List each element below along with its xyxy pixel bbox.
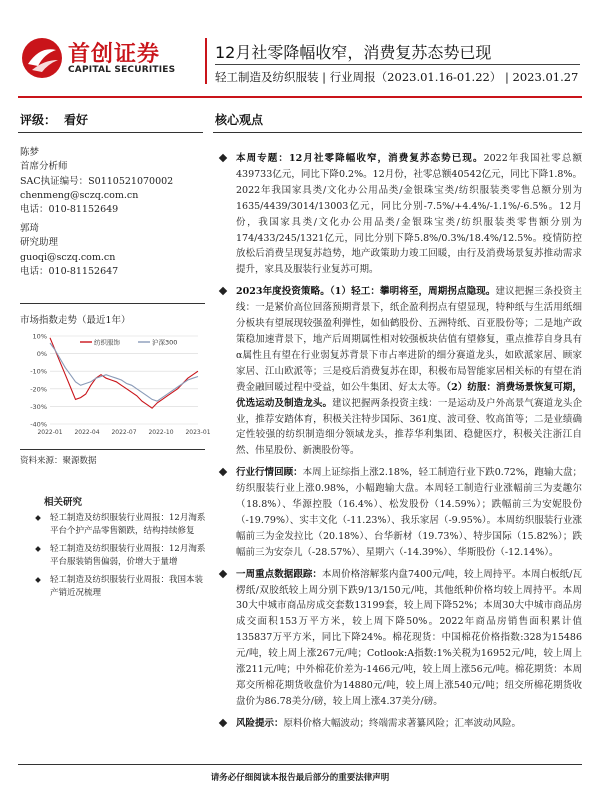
chart-plot [20, 328, 211, 448]
key-point-text: 本周价格溶解浆内盘7400元/吨，较上周持平。本周白板纸/瓦楞纸/双胶纸较上周分别下跌9/13/150元/吨，其他纸种价格均较上周持平。本周30大中城市商品房成交套数13199套，较上周下降52%；本周30大中城市商品房成交面积153万平方米，较上周下降50%。2022年商品房销售面积累计值135837万平方米，同比下降24%。棉花现货：中国棉花价格指数:328为15486元/吨，较上周上涨267元/吨；Cotlook:A指数:1%关税为16952元/吨，较上周上涨211元/吨；中外棉花价差为-1466元/吨，较上周上涨56元/吨。棉花期货：本周郑交所棉花期货收盘价为14880元/吨，较上周上涨540元/吨；纽交所棉花期货收盘价为86.78美分/磅，较上周上涨4.37美分/磅。 [236, 568, 582, 707]
key-point-heading: 风险提示： [236, 717, 284, 729]
related-research-title: 相关研究 [44, 497, 83, 508]
bullet-icon [219, 719, 227, 727]
core-views-title: 核心观点 [215, 113, 264, 127]
analyst-phone: 电话：010-81152647 [20, 265, 119, 277]
rating [20, 111, 88, 128]
key-point [218, 465, 582, 560]
bullet-icon [219, 569, 227, 577]
header-divider [205, 38, 207, 84]
y-tick-label: -30% [30, 402, 47, 411]
y-tick-label: -40% [30, 420, 47, 429]
market-index-chart [20, 303, 211, 450]
chart-source: 资料来源：聚源数据 [20, 456, 97, 466]
x-tick-label: 2022-10 [148, 429, 174, 436]
analyst-card [20, 146, 173, 217]
bullet-icon [219, 287, 227, 295]
left-section-rule [18, 132, 203, 133]
separator: | [322, 70, 327, 84]
analyst-name: 郭琦 [20, 223, 40, 234]
logo-mark-icon [20, 36, 64, 80]
logo-text-cn: 首创证券 [68, 42, 161, 67]
key-point-text: 建议把握三条投资主线：一是紧价高位回落预期背景下，纸企盈利拐点有望显现，特种纸与生活用纸细分板块有望展现较强盈利弹性，如仙鹤股份、五洲特纸、百亚股份等；二是地产政策稳加速背景下，地产后周期属性相对较强板块估值有望修复，重点推荐自身具有α属性且有望在行业弱复苏背景下市占率进阶的细分赛道龙头，如欧派家居、顾家家居、江山欧派等；三是疫后消费复苏在即，积极布局智能家居相关标的有望在消费金融回暖过程中受益，如公牛集团、好太太等。 [236, 286, 582, 393]
related-research-item[interactable]: 轻工制造及纺织服装行业周报：12月淘系平台个护产品零售额跌，结构持续修复 [22, 512, 207, 538]
analyst-email[interactable]: chenmeng@sczq.com.cn [20, 189, 139, 201]
series-line [50, 338, 198, 408]
x-tick-label: 2022-01 [37, 429, 63, 436]
analyst-phone: 电话：010-81152649 [20, 204, 119, 216]
key-point-heading: 行业行情回顾： [236, 467, 303, 479]
key-point [218, 567, 582, 710]
y-tick-label: 10% [32, 332, 47, 341]
analyst-role: 研究助理 [20, 237, 59, 249]
chart-title: 市场指数走势（最近1年） [20, 315, 131, 326]
y-tick-label: 0% [36, 350, 47, 359]
bullet-icon [219, 154, 227, 162]
company-logo [20, 36, 195, 82]
analyst-role: 首席分析师 [20, 161, 68, 173]
x-tick-label: 2023-01 [185, 429, 211, 436]
report-subtitle [215, 69, 578, 85]
x-tick-label: 2022-04 [74, 429, 100, 436]
analyst-name: 陈梦 [20, 147, 40, 158]
legal-disclaimer: 请务必仔细阅读本报告最后部分的重要法律声明 [210, 773, 390, 783]
report-title: 12月社零降幅收窄，消费复苏态势已现 [215, 43, 492, 62]
key-point-text: 本周上证综指上涨2.18%，轻工制造行业下跌0.72%，跑输大盘；纺织服装行业上涨0.98%，小幅跑输大盘。本周轻工制造行业涨幅前三为麦趣尔（18.8%）、华源控股（16.4%）、松发股份（14.59%）；跌幅前三为安妮股份（-19.79%）、实丰文化（-11.23%）、我乐家居（-9.95%）。本周纺织服装行业涨幅前三为金发拉比（20.18%）、台华新材（19.73%）、特步国际（15.82%）；跌幅前三为安奈儿（-28.57%）、星期六（-14.39%）、华斯股份（-12.14%）。 [236, 467, 582, 558]
x-tick-label: 2022-07 [111, 429, 137, 436]
report-date: 2023.01.27 [512, 70, 579, 84]
rating-label: 评级： [20, 113, 57, 127]
key-point-heading: 2023年度投资策略。（1）轻工：攀明将至，周期拐点隐现。 [236, 286, 496, 298]
key-point-heading: 本周专题：12月社零降幅收窄，消费复苏态势已现。 [236, 153, 484, 164]
right-section-rule [213, 132, 582, 133]
key-point [218, 151, 582, 278]
legend-label: 纺织服饰 [94, 338, 120, 347]
title-rule [215, 64, 580, 65]
key-point-heading: 一周重点数据跟踪： [236, 568, 322, 580]
y-tick-label: -10% [30, 367, 47, 376]
rating-value: 看好 [64, 113, 89, 127]
analyst-card [20, 222, 118, 279]
industry-label: 轻工制造及纺织服装 [215, 70, 319, 84]
related-research-list [22, 512, 207, 605]
key-point [218, 716, 582, 732]
separator: | [505, 70, 509, 84]
legend-label: 沪深300 [152, 338, 178, 347]
key-point-text: 2022年我国社零总额439733亿元，同比下降0.2%。12月份，社零总额40542亿元，同比下降1.8%。2022年我国家具类/文化办公用品类/金银珠宝类/纺织服装类零售总额分别为1635/4439/3014/13003亿元，同比分别-7.5%/+4.4%/-1.1%/-6.5%。12月份，我国家具类/文化办公用品类/金银珠宝类/纺织服装类零售额分别为174/433/245/1321亿元，同比分别下降5.8%/0.3%/18.4%/12.5%。疫情防控放松后消费呈现复苏趋势，地产政策助力竣工回暖，由行及消费场景复苏推动需求提升，家具及服装行业复苏可期。 [236, 153, 582, 276]
key-point-text: 建议把握两条投资主线：一是运动及户外高景气赛道龙头企业，推荐安踏体育，积极关注特步国际、361度、波司登、牧高笛等；二是业绩确定性较强的纺织制造细分领域龙头，推荐华利集团、稳健医疗，积极关注浙江自然、伟星股份、新澳股份等。 [236, 397, 582, 457]
related-research-item[interactable]: 轻工制造及纺织服装行业周报：12月淘系平台服装销售偏弱，价增大于量增 [22, 543, 207, 569]
bullet-icon [219, 468, 227, 476]
report-type: 行业周报（2023.01.16-01.22） [329, 70, 502, 84]
header-rule [18, 96, 582, 98]
footer-rule [18, 764, 582, 765]
key-point-heading: （2）纺服：消费场景恢复可期，优选运动及制造龙头。 [236, 381, 582, 409]
y-tick-label: -20% [30, 385, 47, 394]
core-views-body [218, 151, 582, 738]
key-point-text: 原料价格大幅波动；终端需求著纂风险；汇率波动风险。 [283, 717, 522, 729]
analyst-email[interactable]: guoqi@sczq.com.cn [20, 251, 116, 263]
related-research-item[interactable]: 轻工制造及纺织服装行业周报：我国本装产销近况梳理 [22, 574, 207, 600]
key-point [218, 284, 582, 459]
analyst-license: SAC执证编号：S0110521070002 [20, 175, 174, 187]
logo-text-en: CAPITAL SECURITIES [68, 65, 176, 75]
